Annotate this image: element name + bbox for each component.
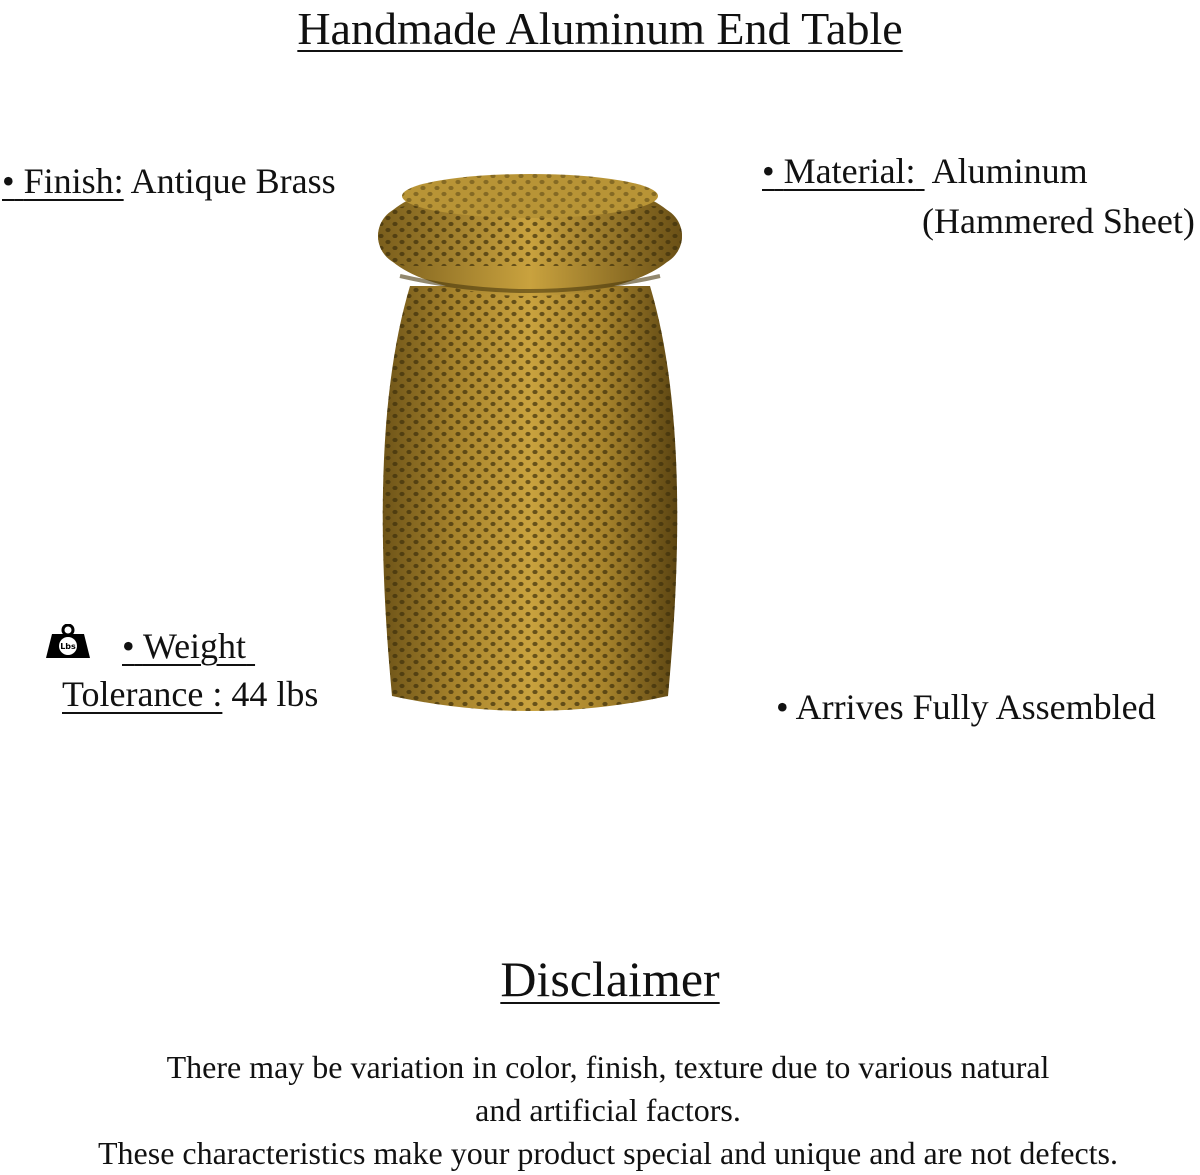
feature-weight-value: Tolerance : 44 lbs: [62, 674, 319, 714]
feature-assembly: • Arrives Fully Assembled: [776, 687, 1156, 727]
feature-material: [762, 150, 1088, 192]
material-subvalue: (Hammered Sheet): [922, 201, 1195, 241]
material-label: • Material:: [762, 151, 916, 191]
disclaimer-text: [0, 1046, 1200, 1175]
disclaimer-line: and artificial factors.: [475, 1092, 741, 1128]
feature-finish: [2, 160, 336, 202]
disclaimer-line: There may be variation in color, finish, texture due to various natural: [166, 1049, 1050, 1085]
disclaimer-line: These characteristics make your product special and unique and are not defects.: [97, 1135, 1118, 1171]
finish-label: • Finish:: [2, 161, 124, 201]
weight-icon: [44, 624, 92, 660]
material-value: Aluminum: [931, 151, 1088, 191]
disclaimer-heading: Disclaimer: [500, 951, 720, 1007]
finish-value: Antique Brass: [130, 161, 336, 201]
feature-weight-label: • Weight: [122, 626, 247, 666]
weight-icon-text: Lbs: [60, 642, 76, 651]
page-title: Handmade Aluminum End Table: [297, 3, 903, 54]
product-image: [370, 166, 690, 726]
